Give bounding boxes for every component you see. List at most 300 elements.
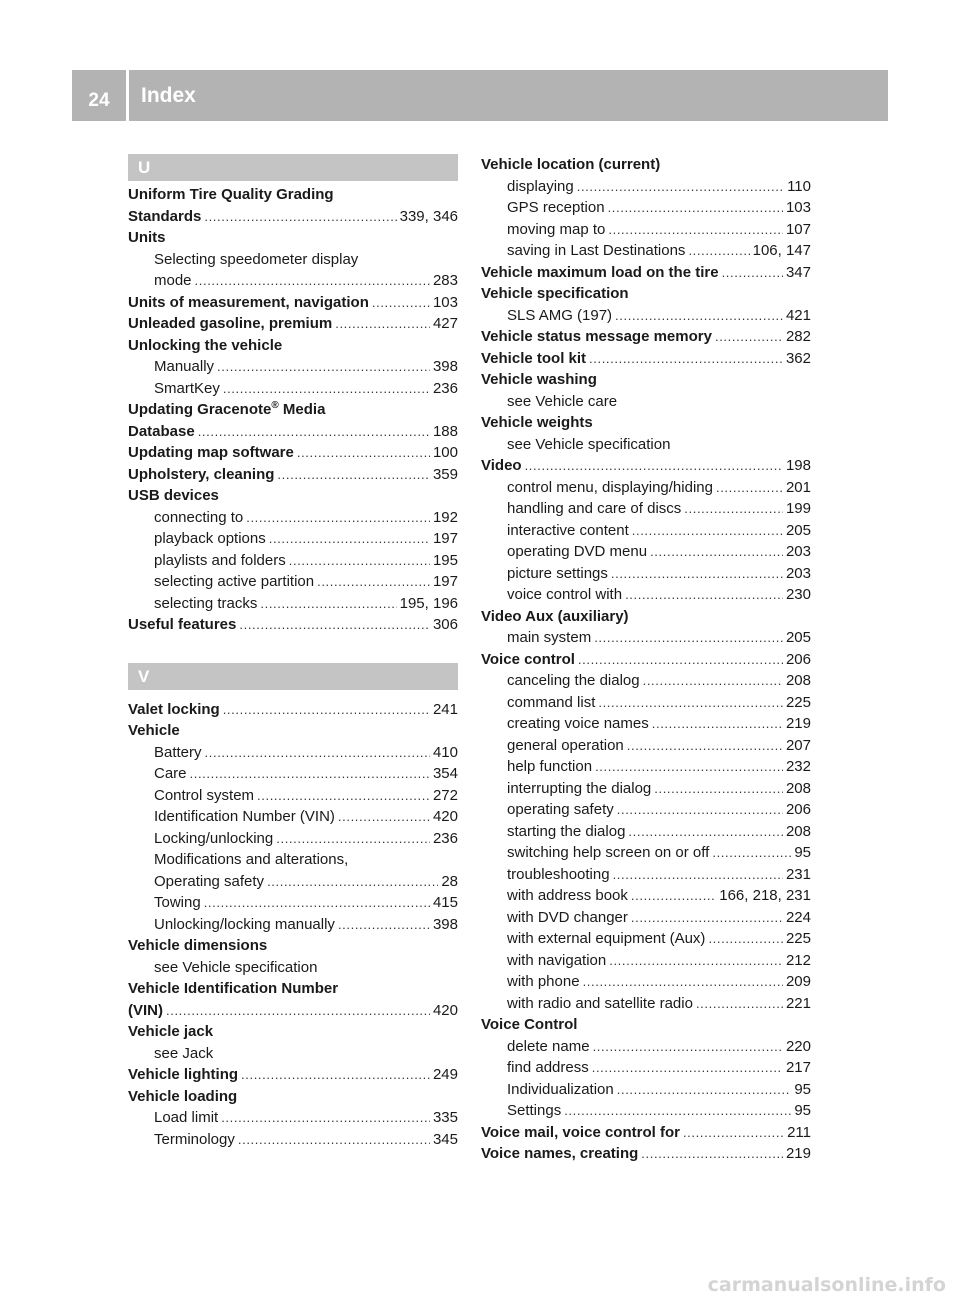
term-text: (VIN) — [128, 1001, 163, 1019]
page-reference: 95 — [794, 1102, 811, 1119]
page-reference: 28 — [441, 872, 458, 890]
entry-term — [128, 421, 195, 443]
entry-term — [507, 971, 580, 993]
term-text: Upholstery, cleaning — [128, 465, 275, 483]
dot-leader — [716, 477, 783, 499]
index-entry — [128, 335, 458, 357]
page-reference: 195, 196 — [399, 594, 458, 612]
dot-leader — [246, 507, 430, 529]
dot-leader — [627, 735, 783, 757]
term-text: Operating safety — [154, 872, 265, 890]
dot-leader — [221, 1107, 430, 1129]
term-text: saving in Last Destinations — [507, 242, 686, 259]
entry-term — [507, 219, 605, 241]
entry-term — [154, 806, 335, 828]
term-text: Vehicle weights — [481, 414, 593, 431]
page-reference: 197 — [432, 530, 458, 547]
term-text: Unlocking the vehicle — [128, 336, 283, 354]
index-subentry — [128, 249, 458, 271]
entry-term — [481, 1014, 577, 1036]
entry-term — [154, 249, 358, 271]
dot-leader — [204, 206, 396, 228]
index-entry — [481, 283, 811, 305]
index-subentry — [128, 785, 458, 807]
index-column-right — [481, 154, 811, 1165]
index-entry — [128, 227, 458, 249]
term-text: with external equipment (Aux) — [507, 930, 706, 947]
entry-term — [481, 369, 597, 391]
page-reference: 199 — [785, 500, 811, 517]
entry-term — [481, 606, 629, 628]
entry-term — [128, 1064, 238, 1086]
term-text: Vehicle — [128, 722, 180, 739]
term-text: operating safety — [507, 801, 614, 818]
page-reference: 206 — [785, 650, 811, 668]
entry-term — [507, 950, 606, 972]
dot-leader — [338, 806, 430, 828]
term-text: displaying — [507, 177, 574, 195]
section-header: U — [128, 154, 458, 181]
index-entry — [481, 348, 811, 370]
dot-leader — [166, 1000, 430, 1022]
page-reference: 272 — [432, 786, 458, 804]
dot-leader — [241, 1064, 430, 1086]
entry-term — [507, 821, 625, 843]
index-subentry — [481, 477, 811, 499]
term-text: selecting tracks — [154, 594, 258, 612]
index-entry — [128, 1021, 458, 1043]
page-number: 24 — [88, 89, 110, 111]
term-text: Vehicle maximum load on the tire — [481, 263, 719, 281]
dot-leader — [650, 541, 783, 563]
entry-term — [507, 993, 693, 1015]
index-subentry — [481, 692, 811, 714]
dot-leader — [239, 614, 430, 636]
entry-term — [128, 720, 180, 742]
page-reference: 219 — [785, 715, 811, 732]
entry-term — [507, 1079, 614, 1101]
page-reference: 95 — [794, 1080, 811, 1098]
dot-leader — [592, 1057, 783, 1079]
entry-term — [507, 756, 592, 778]
entry-term — [128, 1021, 213, 1043]
term-text: Vehicle status message memory — [481, 328, 712, 345]
entry-term — [507, 498, 681, 520]
index-subentry — [128, 806, 458, 828]
term-text: Video — [481, 457, 522, 474]
term-text: Individualization — [507, 1080, 614, 1098]
index-entry — [481, 262, 811, 284]
index-subentry — [481, 821, 811, 843]
page-reference: 211 — [787, 1123, 811, 1141]
entry-term — [154, 378, 220, 400]
index-entry — [128, 1086, 458, 1108]
page-reference: 282 — [785, 328, 811, 345]
term-text: Unleaded gasoline, premium — [128, 315, 333, 332]
entry-term — [507, 778, 651, 800]
index-subentry — [481, 1057, 811, 1079]
index-subentry — [481, 541, 811, 563]
entry-term — [507, 584, 622, 606]
term-text: canceling the dialog — [507, 672, 640, 689]
index-subentry — [128, 507, 458, 529]
index-entry — [481, 1014, 811, 1036]
dot-leader — [335, 313, 430, 335]
index-entry — [481, 1143, 811, 1165]
term-text: Video Aux (auxiliary) — [481, 607, 629, 625]
dot-leader — [594, 627, 783, 649]
entry-term — [128, 699, 220, 721]
index-subentry — [128, 957, 458, 979]
index-entry — [128, 699, 458, 721]
index-entry — [128, 292, 458, 314]
term-text: see Vehicle care — [507, 392, 618, 410]
entry-term — [507, 885, 628, 907]
page-reference: 203 — [785, 543, 811, 560]
term-text: Unlocking/locking manually — [154, 915, 335, 933]
entry-term — [154, 763, 187, 785]
dot-leader — [205, 742, 430, 764]
term-text: Load limit — [154, 1109, 219, 1126]
entry-term — [481, 649, 575, 671]
page-reference: 427 — [432, 315, 458, 332]
term-text: Vehicle location (current) — [481, 156, 661, 173]
page-reference: 306 — [432, 616, 458, 633]
index-subentry — [481, 907, 811, 929]
page-reference: 95 — [794, 844, 811, 861]
index-entry — [128, 1064, 458, 1086]
dot-leader — [595, 756, 783, 778]
index-subentry — [481, 713, 811, 735]
term-text: Vehicle washing — [481, 371, 597, 388]
index-subentry — [128, 763, 458, 785]
term-text: with radio and satellite radio — [507, 994, 693, 1012]
term-text-continued: Media — [278, 401, 326, 418]
page-reference: 209 — [785, 973, 811, 990]
term-text: starting the dialog — [507, 822, 626, 840]
entry-term — [154, 742, 202, 764]
dot-leader — [643, 670, 783, 692]
dot-leader — [613, 864, 783, 886]
dot-leader — [276, 828, 430, 850]
term-text: Terminology — [154, 1130, 235, 1148]
index-entry — [128, 442, 458, 464]
index-entry — [128, 720, 458, 742]
page-reference: 354 — [432, 765, 458, 782]
dot-leader — [608, 197, 783, 219]
entry-term — [154, 270, 192, 292]
term-text: command list — [507, 693, 596, 711]
dot-leader — [654, 778, 783, 800]
entry-term — [128, 485, 219, 507]
term-text: Database — [128, 422, 195, 440]
entry-term — [128, 292, 369, 314]
dot-leader — [684, 498, 783, 520]
entry-term — [507, 627, 591, 649]
dot-leader — [257, 785, 430, 807]
index-subentry — [481, 434, 811, 456]
dot-leader — [204, 892, 430, 914]
index-subentry — [481, 735, 811, 757]
index-subentry — [128, 892, 458, 914]
entry-term — [128, 935, 267, 957]
index-subentry — [128, 1043, 458, 1065]
dot-leader — [269, 528, 430, 550]
entry-term — [507, 735, 624, 757]
page-reference: 219 — [785, 1145, 811, 1162]
page-reference: 398 — [432, 915, 458, 933]
term-text: Vehicle lighting — [128, 1066, 239, 1083]
page-reference: 231 — [785, 865, 811, 883]
index-subentry — [481, 305, 811, 327]
index-subentry — [481, 993, 811, 1015]
page-reference: 103 — [785, 199, 811, 216]
index-subentry — [481, 563, 811, 585]
dot-leader — [564, 1100, 791, 1122]
entry-term — [507, 864, 610, 886]
entry-term — [507, 713, 649, 735]
index-subentry — [481, 219, 811, 241]
entry-term — [507, 434, 670, 456]
page-reference: 359 — [432, 465, 458, 483]
entry-term — [154, 1107, 218, 1129]
dot-leader — [722, 262, 783, 284]
term-text: Vehicle tool kit — [481, 349, 587, 367]
entry-term — [154, 849, 348, 871]
term-text: Voice control — [481, 650, 575, 668]
entry-term — [128, 614, 236, 636]
page-reference: 345 — [432, 1130, 458, 1148]
page-title: Index — [141, 83, 196, 107]
dot-leader — [525, 455, 783, 477]
index-entry — [128, 1000, 458, 1022]
page-reference: 224 — [785, 908, 811, 926]
dot-leader — [608, 219, 783, 241]
index-entry — [128, 421, 458, 443]
term-text: Valet locking — [128, 700, 220, 718]
dot-leader — [217, 356, 430, 378]
index-subentry — [481, 778, 811, 800]
entry-term — [128, 464, 274, 486]
term-text: see Vehicle specification — [154, 958, 318, 976]
page-reference: 283 — [432, 272, 458, 289]
entry-term — [154, 1043, 213, 1065]
index-subentry — [128, 849, 458, 871]
index-entry — [481, 369, 811, 391]
entry-term — [507, 907, 628, 929]
term-text: troubleshooting — [507, 865, 610, 883]
index-subentry — [481, 670, 811, 692]
term-text: help function — [507, 758, 593, 775]
entry-term — [507, 1100, 561, 1122]
page-reference: 398 — [432, 358, 458, 375]
entry-term — [154, 828, 273, 850]
page-reference: 362 — [785, 349, 811, 367]
page-reference: 221 — [785, 994, 811, 1012]
entry-term — [154, 785, 254, 807]
entry-term — [481, 1122, 680, 1144]
entry-term — [507, 799, 614, 821]
index-entry — [128, 184, 458, 206]
term-text: Care — [154, 765, 187, 782]
dot-leader — [277, 464, 430, 486]
entry-term — [481, 455, 522, 477]
index-entry — [481, 606, 811, 628]
term-text: general operation — [507, 736, 624, 754]
term-text: handling and care of discs — [507, 500, 682, 517]
page-reference: 205 — [785, 521, 811, 539]
term-text: playback options — [154, 530, 266, 547]
dot-leader — [578, 649, 783, 671]
index-subentry — [481, 584, 811, 606]
index-subentry — [481, 756, 811, 778]
entry-term — [481, 1143, 638, 1165]
term-text: voice control with — [507, 586, 623, 603]
dot-leader — [712, 842, 791, 864]
term-text: Standards — [128, 207, 202, 225]
page-reference: 106, 147 — [752, 242, 811, 259]
entry-term — [481, 154, 660, 176]
entry-term — [507, 1057, 589, 1079]
term-text: Voice Control — [481, 1016, 578, 1033]
index-entry — [128, 614, 458, 636]
index-entry — [128, 399, 458, 421]
page-reference: 225 — [785, 930, 811, 947]
entry-term — [154, 356, 214, 378]
term-text: main system — [507, 629, 592, 646]
entry-term — [154, 507, 243, 529]
dot-leader — [267, 871, 438, 893]
term-text: Modifications and alterations, — [154, 851, 349, 868]
page-reference: 203 — [785, 564, 811, 582]
dot-leader — [589, 348, 783, 370]
index-subentry — [128, 571, 458, 593]
index-subentry — [128, 828, 458, 850]
dot-leader — [683, 1122, 784, 1144]
entry-term — [481, 326, 712, 348]
entry-term — [128, 978, 338, 1000]
term-text: moving map to — [507, 220, 606, 238]
page-reference: 410 — [432, 743, 458, 761]
dot-leader — [297, 442, 430, 464]
term-text: Updating Gracenote — [128, 401, 272, 418]
term-text: selecting active partition — [154, 573, 315, 590]
term-text: with address book — [507, 887, 628, 904]
index-subentry — [128, 1107, 458, 1129]
entry-term — [154, 871, 264, 893]
index-subentry — [481, 176, 811, 198]
dot-leader — [223, 378, 430, 400]
entry-term — [154, 1129, 235, 1151]
term-text: Identification Number (VIN) — [154, 808, 335, 825]
dot-leader — [688, 240, 749, 262]
page-reference: 236 — [432, 829, 458, 847]
entry-term — [507, 928, 705, 950]
term-text: switching help screen on or off — [507, 844, 710, 861]
index-subentry — [481, 842, 811, 864]
term-text: SmartKey — [154, 379, 220, 397]
dot-leader — [609, 950, 783, 972]
entry-term — [507, 520, 629, 542]
term-text: Uniform Tire Quality Grading — [128, 186, 334, 203]
dot-leader — [190, 763, 430, 785]
index-subentry — [481, 197, 811, 219]
index-entry — [481, 154, 811, 176]
dot-leader — [632, 520, 783, 542]
page-reference: 225 — [785, 693, 811, 711]
entry-term — [507, 670, 640, 692]
index-subentry — [481, 928, 811, 950]
entry-term — [507, 692, 595, 714]
term-text: creating voice names — [507, 715, 649, 732]
term-text: Vehicle loading — [128, 1087, 238, 1105]
entry-term — [507, 541, 647, 563]
term-text: interactive content — [507, 521, 629, 539]
page-reference: 212 — [785, 951, 811, 969]
entry-term — [154, 550, 286, 572]
dot-leader — [238, 1129, 430, 1151]
index-entry — [481, 1122, 811, 1144]
term-text: interrupting the dialog — [507, 779, 652, 797]
dot-leader — [598, 692, 783, 714]
index-entry — [128, 485, 458, 507]
page-reference: 335 — [432, 1109, 458, 1126]
index-entry — [128, 935, 458, 957]
page-reference: 339, 346 — [399, 207, 458, 225]
term-text: SLS AMG (197) — [507, 306, 613, 324]
index-subentry — [481, 627, 811, 649]
term-text: USB devices — [128, 487, 219, 504]
page-reference: 192 — [432, 508, 458, 526]
entry-term — [507, 305, 612, 327]
page-reference: 198 — [785, 457, 811, 474]
dot-leader — [195, 270, 430, 292]
index-subentry — [481, 971, 811, 993]
index-subentry — [481, 864, 811, 886]
term-text: Towing — [154, 894, 201, 911]
term-text: Settings — [507, 1102, 562, 1119]
index-subentry — [481, 520, 811, 542]
term-text: see Vehicle specification — [507, 435, 671, 453]
term-text: control menu, displaying/hiding — [507, 478, 713, 496]
index-subentry — [128, 528, 458, 550]
term-text: Vehicle specification — [481, 285, 629, 302]
page-reference: 347 — [785, 263, 811, 281]
index-subentry — [481, 1100, 811, 1122]
entry-term — [154, 593, 257, 615]
dot-leader — [631, 885, 716, 907]
index-entry — [128, 313, 458, 335]
term-text: with navigation — [507, 951, 607, 969]
dot-leader — [631, 907, 783, 929]
dot-leader — [715, 326, 783, 348]
page-reference: 197 — [432, 573, 458, 590]
index-subentry — [481, 240, 811, 262]
term-text: mode — [154, 272, 192, 289]
entry-term — [481, 283, 629, 305]
index-entry — [481, 649, 811, 671]
index-entry — [128, 206, 458, 228]
entry-term — [128, 227, 166, 249]
index-subentry — [128, 270, 458, 292]
page-reference: 206 — [785, 801, 811, 818]
page-reference: 207 — [785, 736, 811, 754]
dot-leader — [289, 550, 430, 572]
entry-term — [128, 206, 201, 228]
dot-leader — [260, 593, 396, 615]
index-subentry — [481, 799, 811, 821]
term-text: operating DVD menu — [507, 543, 648, 560]
